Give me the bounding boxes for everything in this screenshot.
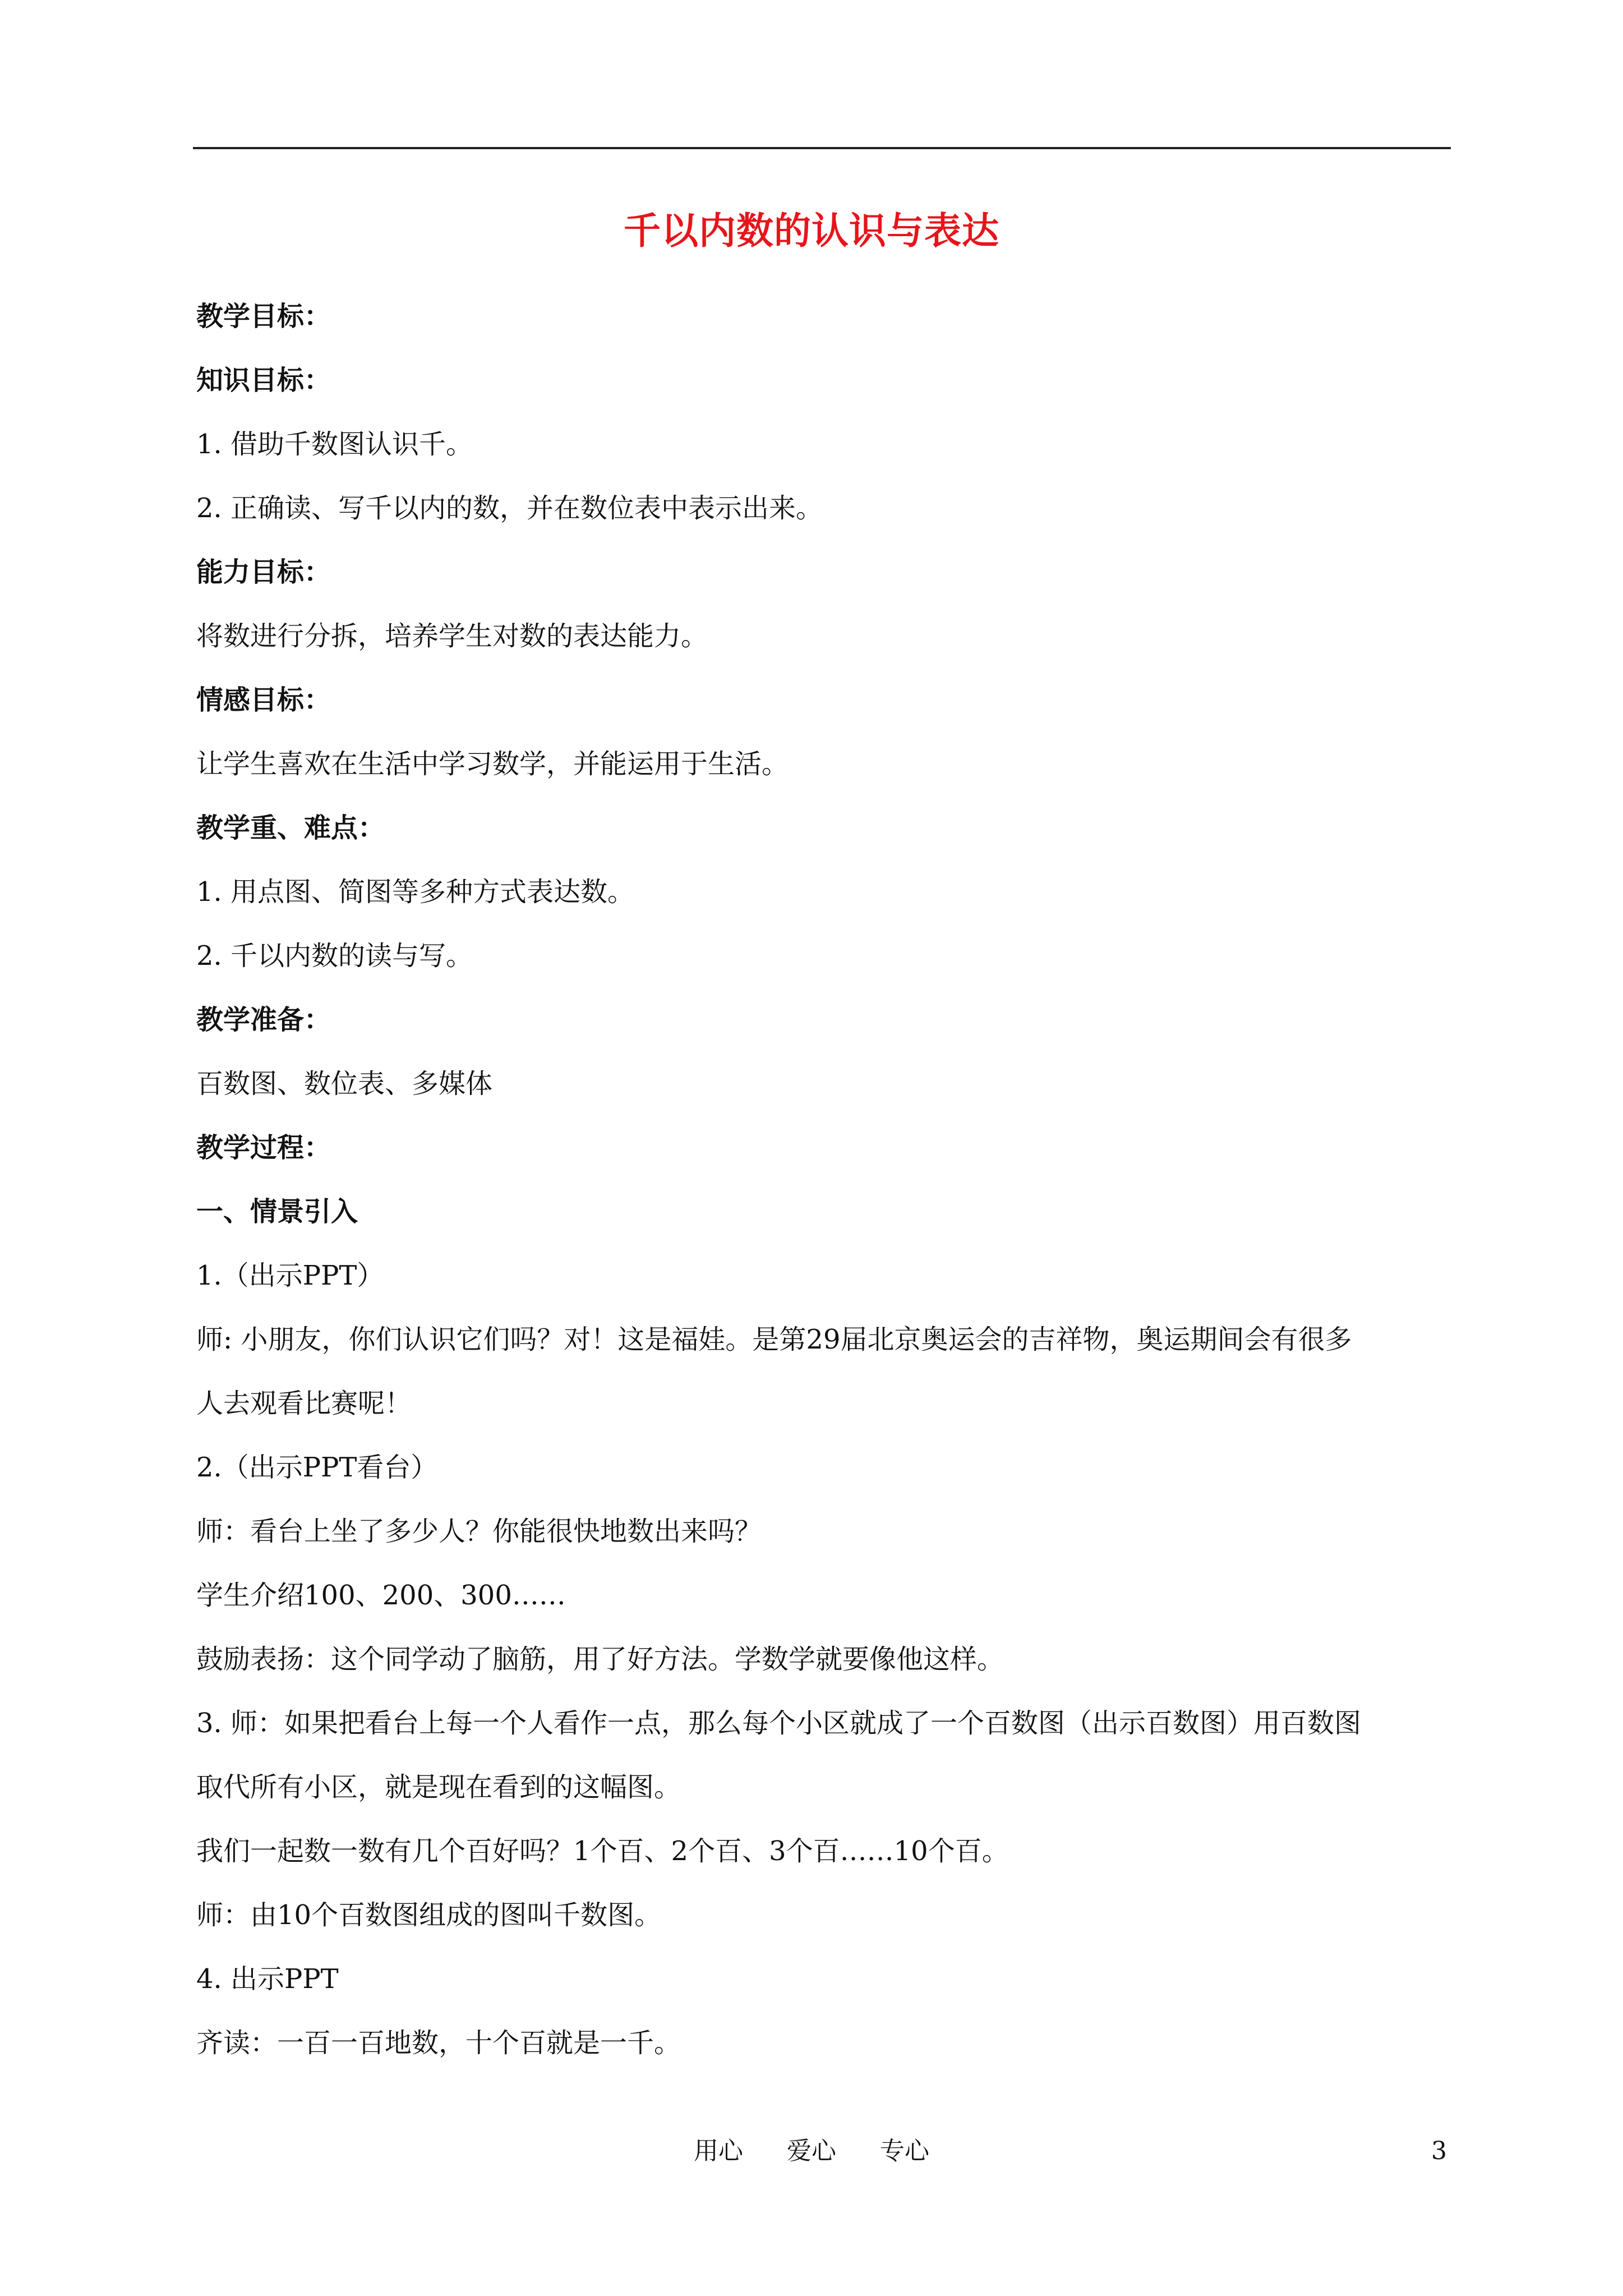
line-ability-text: 将数进行分拆，培养学生对数的表达能力。 (196, 620, 708, 652)
line-praise: 鼓励表扬：这个同学动了脑筋，用了好方法。学数学就要像他这样。 (196, 1644, 1004, 1675)
line-key-point-1: 1. 用点图、简图等多种方式表达数。 (196, 876, 635, 908)
line-teaching-goals: 教学目标： (196, 301, 331, 332)
footer-motto-3: 专心 (880, 2137, 929, 2165)
line-key-points: 教学重、难点： (196, 812, 385, 844)
footer-motto-1: 用心 (694, 2137, 743, 2165)
line-step-3: 3. 师：如果把看台上每一个人看作一点，那么每个小区就成了一个百数图（出示百数图）用百数图 (196, 1708, 1362, 1739)
header-rule (193, 147, 1451, 149)
line-emotion-text: 让学生喜欢在生活中学习数学，并能运用于生活。 (196, 748, 789, 780)
line-knowledge-2: 2. 正确读、写千以内的数，并在数位表中表示出来。 (196, 493, 823, 524)
page-title: 千以内数的认识与表达 (624, 209, 999, 252)
line-step-2: 2.（出示PPT看台） (196, 1452, 438, 1483)
line-teacher-1: 师: 小朋友，你们认识它们吗？对！这是福娃。是第29届北京奥运会的吉祥物，奥运期间会有很多 (196, 1324, 1352, 1355)
line-thousand-chart: 师：由10个百数图组成的图叫千数图。 (196, 1899, 662, 1931)
line-step-1: 1.（出示PPT） (196, 1260, 384, 1291)
line-knowledge-goals: 知识目标： (196, 365, 331, 396)
line-process: 教学过程： (196, 1132, 331, 1163)
line-student-answer: 学生介绍100、200、300…… (196, 1580, 566, 1611)
line-teacher-2: 师：看台上坐了多少人？你能很快地数出来吗？ (196, 1516, 762, 1547)
line-knowledge-1: 1. 借助千数图认识千。 (196, 429, 473, 460)
footer-motto-2: 爱心 (787, 2137, 836, 2165)
line-ability-goals: 能力目标： (196, 556, 331, 588)
line-key-point-2: 2. 千以内数的读与写。 (196, 940, 473, 972)
line-count-hundreds: 我们一起数一数有几个百好吗？1个百、2个百、3个百……10个百。 (196, 1835, 1009, 1867)
footer-motto (0, 2139, 1623, 2164)
line-step-4: 4. 出示PPT (196, 1963, 339, 1995)
line-step-3-cont: 取代所有小区，就是现在看到的这幅图。 (196, 1772, 681, 1803)
line-teacher-1-cont: 人去观看比赛呢！ (196, 1388, 412, 1419)
line-emotion-goals: 情感目标： (196, 684, 331, 716)
page-number: 3 (1431, 2137, 1447, 2165)
line-preparation-text: 百数图、数位表、多媒体 (196, 1068, 493, 1099)
line-read-aloud: 齐读：一百一百地数，十个百就是一千。 (196, 2027, 681, 2059)
line-section-intro: 一、情景引入 (196, 1196, 358, 1227)
line-preparation: 教学准备： (196, 1004, 331, 1036)
